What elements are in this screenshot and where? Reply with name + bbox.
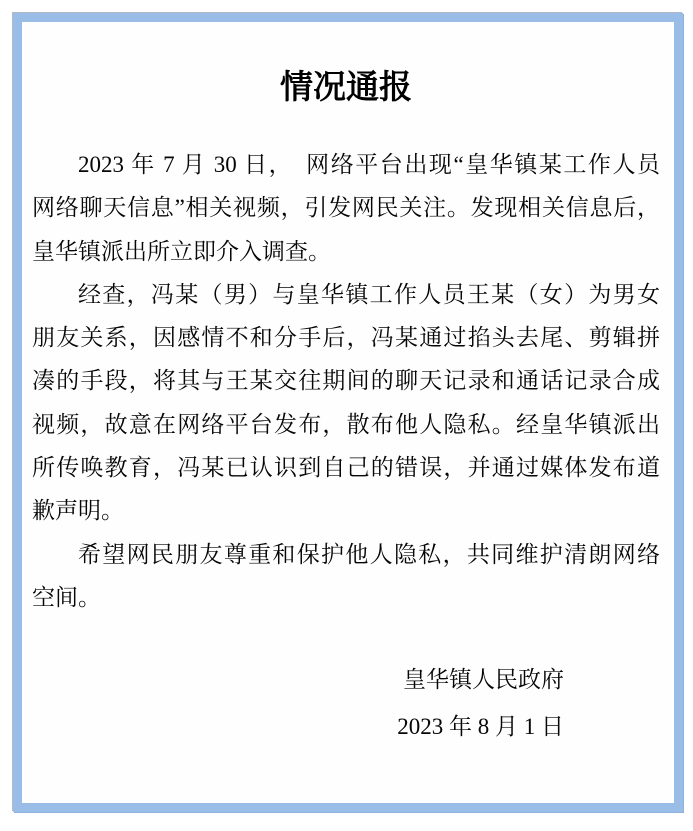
paragraph-line: 凑的手段，将其与王某交往期间的聊天记录和通话记录合成 xyxy=(32,368,660,394)
signature-block xyxy=(32,656,660,750)
paragraph-line: 皇华镇派出所立即介入调查。 xyxy=(32,238,331,264)
paragraph-2 xyxy=(32,273,660,533)
issue-date: 2023 年 8 月 1 日 xyxy=(397,714,564,740)
paragraph-3 xyxy=(32,533,660,620)
paragraph-line: 朋友关系，因感情不和分手后，冯某通过掐头去尾、剪辑拼 xyxy=(32,325,660,351)
notice-body xyxy=(32,143,660,619)
paragraph-line: 经查，冯某（男）与皇华镇工作人员王某（女）为男女 xyxy=(78,281,660,307)
notice-title: 情况通报 xyxy=(280,68,412,105)
paragraph-line: 空间。 xyxy=(32,584,101,610)
issuer-name: 皇华镇人民政府 xyxy=(403,667,564,693)
paragraph-line: 网络聊天信息”相关视频，引发网民关注。发现相关信息后， xyxy=(32,195,660,221)
notice-content xyxy=(22,69,674,831)
paragraph-line: 2023 年 7 月 30 日， 网络平台出现“皇华镇某工作人员 xyxy=(78,152,660,177)
notice-border-frame xyxy=(13,13,683,812)
paragraph-line: 所传唤教育，冯某已认识到自己的错误，并通过媒体发布道 xyxy=(32,455,660,481)
paragraph-line: 视频，故意在网络平台发布，散布他人隐私。经皇华镇派出 xyxy=(32,411,660,437)
paragraph-line: 歉声明。 xyxy=(32,498,124,524)
paragraph-line: 希望网民朋友尊重和保护他人隐私，共同维护清朗网络 xyxy=(78,541,660,567)
paragraph-1 xyxy=(32,143,660,273)
